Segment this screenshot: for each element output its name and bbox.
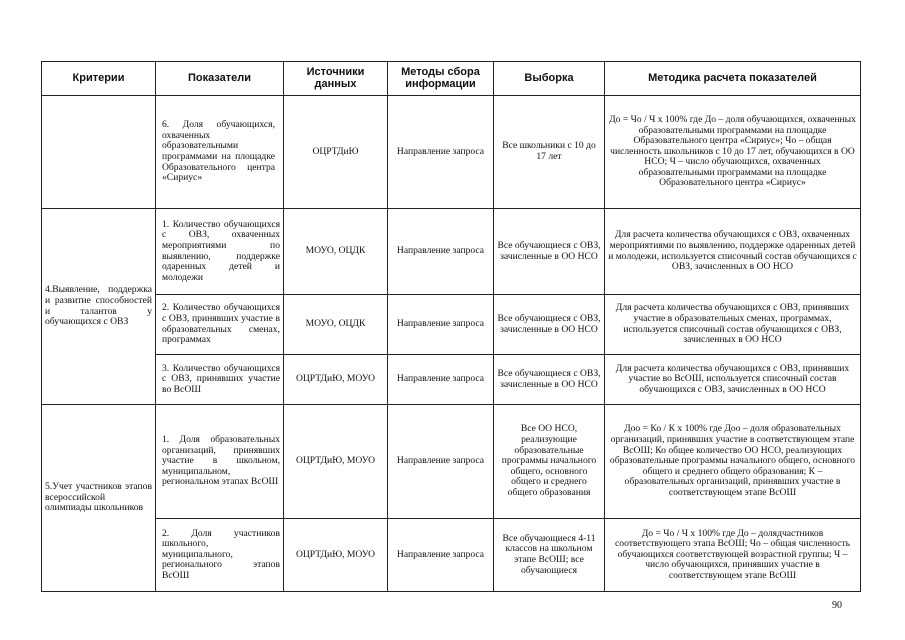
method-cell: Направление запроса <box>388 519 494 592</box>
source-cell: ОЦРТДиЮ, МОУО <box>284 355 388 405</box>
sample-cell: Все обучающиеся с ОВЗ, зачисленные в ОО НСО <box>494 295 605 355</box>
source-cell: МОУО, ОЦДК <box>284 209 388 295</box>
method-cell: Направление запроса <box>388 355 494 405</box>
sample-cell: Все ОО НСО, реализующие образовательные программы начального общего, основного общего и среднего общего образования <box>494 405 605 519</box>
header-calc-method: Методика расчета показателей <box>605 62 861 96</box>
sample-cell: Все обучающиеся 4-11 классов на школьном этапе ВсОШ; все обучающиеся <box>494 519 605 592</box>
indicator-cell: 2. Доля участников школьного, муниципального, регионального этапов ВсОШ <box>156 519 284 592</box>
criterion-cell: 4.Выявление, поддержка и развитие способностей и талантов у обучающихся с ОВЗ <box>42 209 156 405</box>
indicator-cell: 2. Количество обучающихся с ОВЗ, принявших участие в образовательных сменах, программах <box>156 295 284 355</box>
table-row <box>42 519 861 592</box>
sample-cell: Все школьники с 10 до 17 лет <box>494 96 605 209</box>
method-cell: Направление запроса <box>388 295 494 355</box>
table-row <box>42 295 861 355</box>
header-criteria: Критерии <box>42 62 156 96</box>
method-cell: Направление запроса <box>388 96 494 209</box>
indicator-cell: 1. Количество обучающихся с ОВЗ, охваченных мероприятиями по выявлению, поддержке одаренных детей и молодежи <box>156 209 284 295</box>
table-row <box>42 209 861 295</box>
table-header-row <box>42 62 861 96</box>
criterion-cell: 5.Учет участников этапов всероссийской олимпиады школьников <box>42 405 156 592</box>
calc-cell: Доо = Ко / К х 100% где Доо – доля образовательных организаций, принявших участие в соответствующем этапе ВсОШ; Ко общее количество ОО НСО, реализующих образовательные программы начального общего, основного общего и среднего общего образования; К – образовательных организаций, принявших участие в соответствующем этапе ВсОШ <box>605 405 861 519</box>
header-methods: Методы сбора информации <box>388 62 494 96</box>
header-sources: Источники данных <box>284 62 388 96</box>
table-row <box>42 405 861 519</box>
method-cell: Направление запроса <box>388 209 494 295</box>
source-cell: ОЦРТДиЮ, МОУО <box>284 519 388 592</box>
indicator-cell: 6. Доля обучающихся, охваченных образовательными программами на площадке Образовательного центра «Сириус» <box>156 96 284 209</box>
criteria-table <box>41 61 861 592</box>
table-row <box>42 96 861 209</box>
header-sample: Выборка <box>494 62 605 96</box>
calc-cell: Для расчета количества обучающихся с ОВЗ, принявших участие во ВсОШ, используется списочный состав обучающихся с ОВЗ, зачисленных в ОО НСО <box>605 355 861 405</box>
sample-cell: Все обучающиеся с ОВЗ, зачисленные в ОО НСО <box>494 355 605 405</box>
calc-cell: До = Чо / Ч х 100% где До – доля обучающихся, охваченных образовательными программами на площадке Образовательного центра «Сириус»; Чо – общая численность школьников с 10 до 17 лет, обучающихся в ОО НСО; Ч – число обучающихся, охваченных образовательными программами на площадке Образовательного центра «Сириус» <box>605 96 861 209</box>
source-cell: МОУО, ОЦДК <box>284 295 388 355</box>
calc-cell: До = Чо / Ч х 100% где До – долядчастников соответствующего этапа ВсОШ; Чо – общая численность обучающихся соответствующей возрастной группы; Ч – число обучающихся, принявших участие в соответствующем этапе ВсОШ <box>605 519 861 592</box>
method-cell: Направление запроса <box>388 405 494 519</box>
page-number: 90 <box>832 600 842 611</box>
calc-cell: Для расчета количества обучающихся с ОВЗ, принявших участие в образовательных сменах, программах, используется списочный состав обучающихся с ОВЗ, зачисленных в ОО НСО <box>605 295 861 355</box>
header-indicators: Показатели <box>156 62 284 96</box>
criterion-cell-empty <box>42 96 156 209</box>
table-row <box>42 355 861 405</box>
sample-cell: Все обучающиеся с ОВЗ, зачисленные в ОО НСО <box>494 209 605 295</box>
source-cell: ОЦРТДиЮ, МОУО <box>284 405 388 519</box>
calc-cell: Для расчета количества обучающихся с ОВЗ, охваченных мероприятиями по выявлению, поддержке одаренных детей и молодежи, используется списочный состав обучающихся с ОВЗ, зачисленных в ОО НСО <box>605 209 861 295</box>
indicator-cell: 3. Количество обучающихся с ОВЗ, принявших участие во ВсОШ <box>156 355 284 405</box>
source-cell: ОЦРТДиЮ <box>284 96 388 209</box>
indicator-cell: 1. Доля образовательных организаций, принявших участие в школьном, муниципальном, региональном этапах ВсОШ <box>156 405 284 519</box>
